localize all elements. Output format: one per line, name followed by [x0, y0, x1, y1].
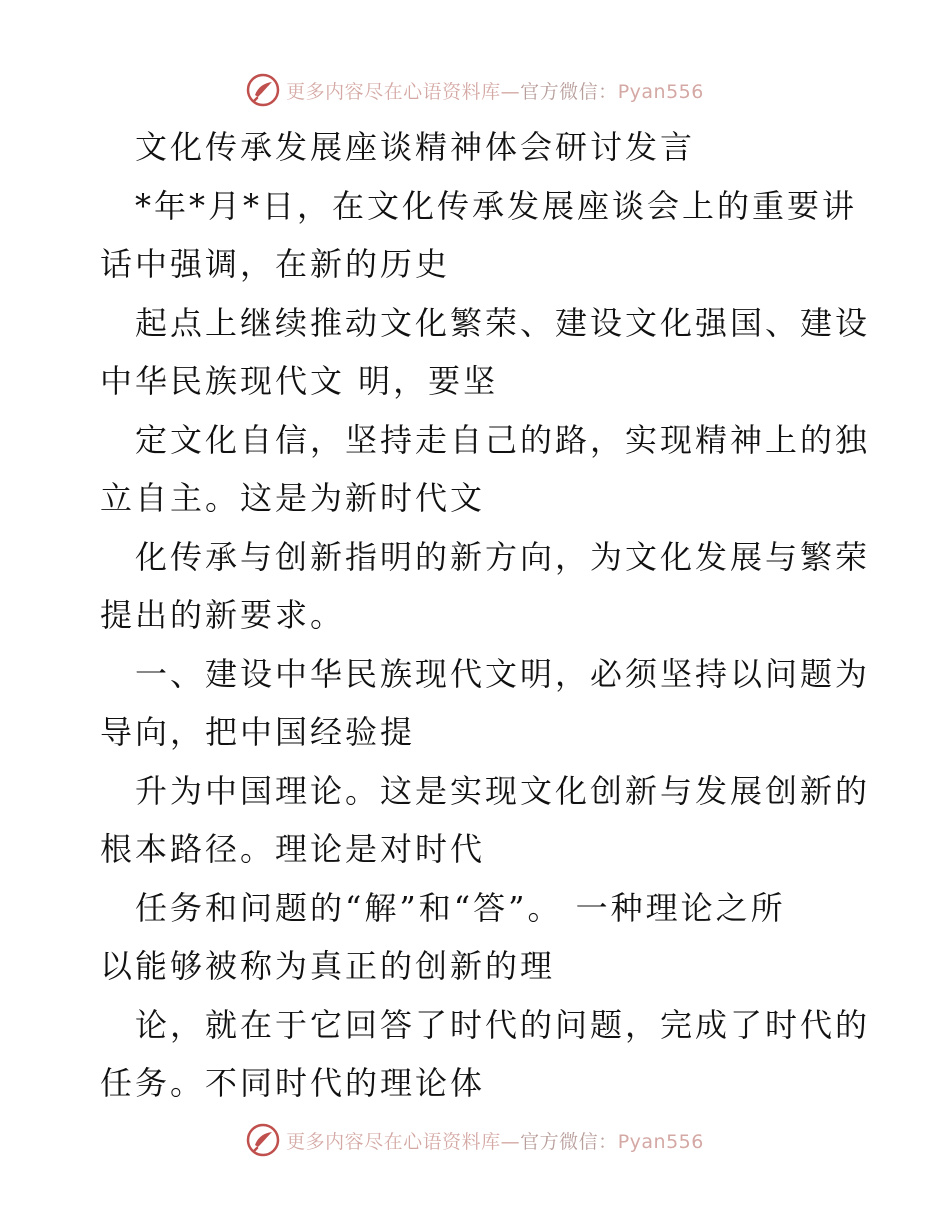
paragraph-line: 根本路径。理论是对时代	[100, 830, 486, 868]
paragraph-line: 论，就在于它回答了时代的问题，完成了时代的	[135, 1006, 871, 1044]
brand-logo-icon	[246, 73, 280, 107]
document-title: 文化传承发展座谈精神体会研讨发言	[135, 128, 696, 166]
watermark-dash: —	[500, 80, 521, 103]
section-heading-line: 一、建设中华民族现代文明，必须坚持以问题为	[135, 655, 871, 693]
paragraph-line: 定文化自信，坚持走自己的路，实现精神上的独	[135, 421, 871, 459]
paragraph-line: 中华民族现代文 明，要坚	[100, 362, 499, 400]
watermark-text	[286, 77, 704, 104]
paragraph-line: *年*月*日，在文化传承发展座谈会上的重要讲	[135, 187, 858, 225]
header-watermark	[0, 70, 950, 110]
footer-watermark	[0, 1120, 950, 1160]
paragraph-line: 提出的新要求。	[100, 596, 346, 634]
watermark-wechat-label: 官方微信：	[520, 1130, 618, 1153]
watermark-wechat-label: 官方微信：	[520, 80, 618, 103]
watermark-brand: 更多内容尽在心语资料库	[286, 1130, 501, 1153]
watermark-wechat-id: Pyan556	[617, 1130, 704, 1153]
paragraph-line: 起点上继续推动文化繁荣、建设文化强国、建设	[135, 304, 871, 342]
paragraph-line: 以能够被称为真正的创新的理	[100, 947, 556, 985]
watermark-text	[286, 1127, 704, 1154]
paragraph-line: 升为中国理论。这是实现文化创新与发展创新的	[135, 772, 871, 810]
watermark-dash: —	[500, 1130, 521, 1153]
paragraph-line: 立自主。这是为新时代文	[100, 479, 486, 517]
paragraph-line: 任务和问题的“解”和“答”。 一种理论之所	[135, 889, 786, 927]
paragraph-line: 任务。不同时代的理论体	[100, 1064, 486, 1102]
paragraph-line: 话中强调，在新的历史	[100, 245, 451, 283]
watermark-brand: 更多内容尽在心语资料库	[286, 80, 501, 103]
paragraph-line: 导向，把中国经验提	[100, 713, 416, 751]
watermark-wechat-id: Pyan556	[617, 80, 704, 103]
brand-logo-icon	[246, 1123, 280, 1157]
paragraph-line: 化传承与创新指明的新方向，为文化发展与繁荣	[135, 538, 871, 576]
